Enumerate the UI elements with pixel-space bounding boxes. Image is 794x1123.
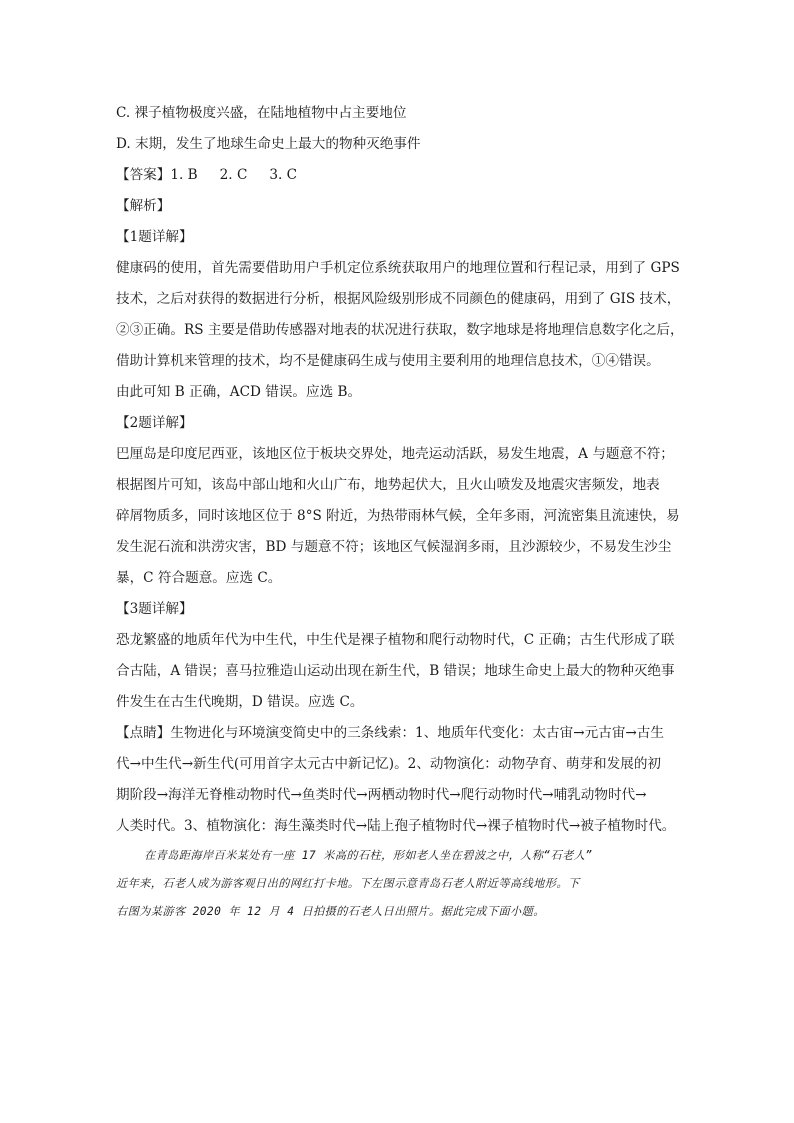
- q2-line: 根据图片可知，该岛中部山地和火山广布，地势起伏大，且火山喷发及地震灾害频发，地表: [116, 477, 660, 493]
- q3-title: 【3题详解】: [116, 601, 193, 617]
- answer-3: 3. C: [269, 167, 298, 183]
- q1-line: 健康码的使用，首先需要借助用户手机定位系统获取用户的地理位置和行程记录，用到了 GPS: [116, 260, 680, 276]
- answer-2: 2. C: [219, 167, 248, 183]
- tip-line: 【点睛】生物进化与环境演变简史中的三条线索：1、地质年代变化：太古宙→元古宙→古生: [116, 725, 664, 741]
- intro-line: 近年来，石老人成为游客观日出的网红打卡地。下左图示意青岛石老人附近等高线地形。下: [116, 877, 580, 890]
- tip-line: 人类时代。3、植物演化：海生藻类时代→陆上孢子植物时代→裸子植物时代→被子植物时代。: [116, 818, 676, 834]
- q1-title: 【1题详解】: [116, 229, 193, 245]
- tip-line: 期阶段→海洋无脊椎动物时代→鱼类时代→两栖动物时代→爬行动物时代→哺乳动物时代→: [116, 787, 647, 803]
- q3-line: 件发生在古生代晚期，D 错误。应选 C。: [116, 694, 364, 710]
- q2-title: 【2题详解】: [116, 415, 193, 431]
- intro-line: 在青岛距海岸百米某处有一座 17 米高的石柱，形如老人坐在碧波之中，人称“石老人”: [144, 849, 593, 862]
- answer-label: 【答案】: [116, 167, 171, 183]
- analysis-label: 【解析】: [116, 198, 171, 214]
- q2-line: 暴，C 符合题意。应选 C。: [116, 570, 282, 586]
- q1-line: 借助计算机来管理的技术，均不是健康码生成与使用主要利用的地理信息技术，①④错误。: [116, 353, 660, 369]
- option-c: C. 裸子植物极度兴盛，在陆地植物中占主要地位: [116, 105, 407, 121]
- q1-line: 技术，之后对获得的数据进行分析，根据风险级别形成不同颜色的健康码，用到了 GIS 技术，: [116, 291, 681, 307]
- tip-line: 代→中生代→新生代(可用首字太元古中新记忆)。2、动物演化：动物孕育、萌芽和发展的初: [116, 756, 662, 772]
- answer-1: 1. B: [170, 167, 198, 183]
- q2-line: 巴厘岛是印度尼西亚，该地区位于板块交界处，地壳运动活跃，易发生地震，A 与题意不符；: [116, 446, 674, 462]
- q3-line: 恐龙繁盛的地质年代为中生代，中生代是裸子植物和爬行动物时代，C 正确；古生代形成了联: [116, 632, 675, 648]
- document-page: [116, 98, 688, 926]
- answer-line: [116, 160, 688, 191]
- q2-line: 碎屑物质多，同时该地区位于 8°S 附近，为热带雨林气候，全年多雨，河流密集且流速快，易: [116, 508, 680, 524]
- q1-line: ②③正确。RS 主要是借助传感器对地表的状况进行获取，数字地球是将地理信息数字化之后，: [116, 322, 684, 338]
- option-d: D. 末期，发生了地球生命史上最大的物种灭绝事件: [116, 136, 421, 152]
- q3-line: 合古陆，A 错误；喜马拉雅造山运动出现在新生代，B 错误；地球生命史上最大的物种灭绝事: [116, 663, 675, 679]
- q2-line: 发生泥石流和洪涝灾害，BD 与题意不符；该地区气候湿润多雨，且沙源较少，不易发生沙尘: [116, 539, 672, 555]
- intro-line: 右图为某游客 2020 年 12 月 4 日拍摄的石老人日出照片。据此完成下面小题。: [116, 905, 545, 918]
- q1-line: 由此可知 B 正确，ACD 错误。应选 B。: [116, 384, 362, 400]
